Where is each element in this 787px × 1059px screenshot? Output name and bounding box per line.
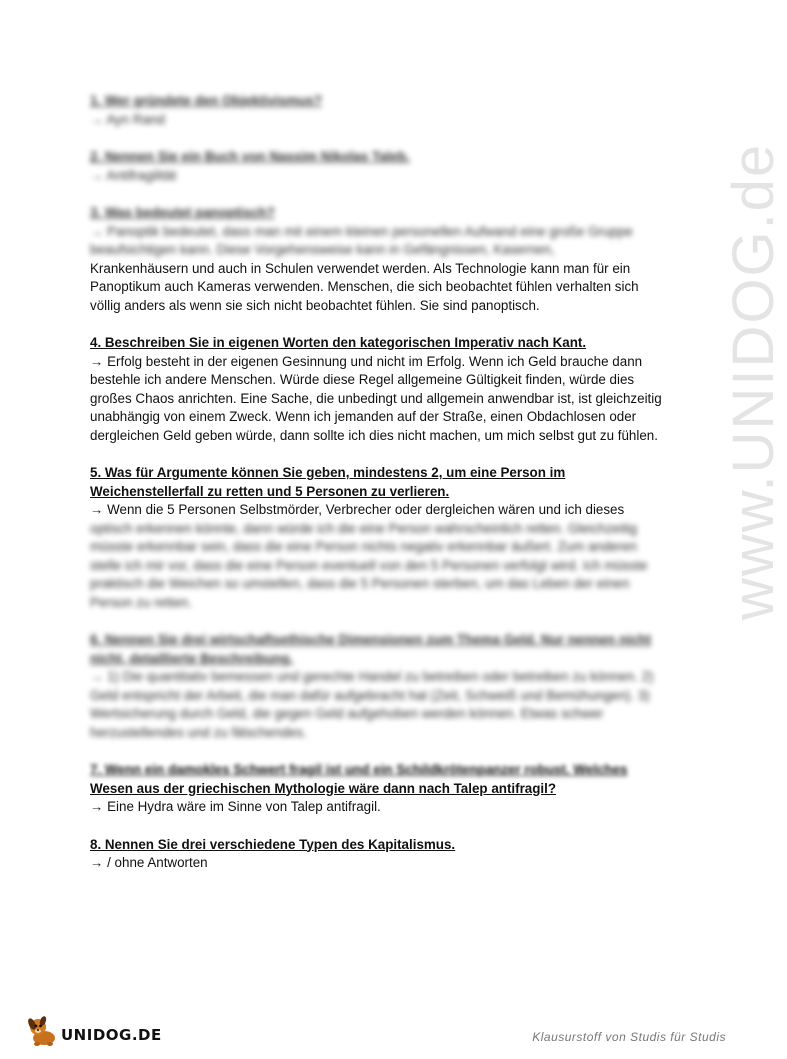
question-title: 8. Nennen Sie drei verschiedene Typen des Kapitalismus. — [90, 836, 456, 852]
question-title: 1. Wer gründete den Objektivismus? — [90, 93, 322, 108]
question-block-7 — [90, 761, 670, 817]
footer-logo — [26, 1012, 162, 1048]
question-title-line-2: Wesen aus der griechischen Mythologie wäre dann nach Talep antifragil? — [90, 780, 557, 796]
question-block-5 — [90, 464, 670, 612]
question-block-2 — [90, 148, 670, 185]
question-title: 3. Was bedeutet panoptisch? — [90, 205, 275, 220]
question-title: 4. Beschreiben Sie in eigenen Worten den kategorischen Imperativ nach Kant. — [90, 335, 587, 350]
answer-text-blurred: → Panoptik bedeutet, dass man mit einem kleinen personellen Aufwand eine große Gruppe beaufsichtigen kann. Diese Vorgehensweise kann in Gefängnissen, Kasernen, — [90, 223, 633, 257]
answer-text: → Ayn Rand — [90, 111, 165, 127]
answer-text: → Erfolg besteht in der eigenen Gesinnung und nicht im Erfolg. Wenn ich Geld brauche dann bestehle ich andere Menschen. Würde diese Regel allgemeine Gültigkeit finden, würde dies großes Chaos anrichten. Eine Sache, die unbedingt und allgemein anwendbar ist, ist gleichzeitig unabhängig von einem Zweck. Wenn ich jemanden auf der Straße, einen Obdachlosen oder dergleichen Geld geben würde, dann sollte ich dies nicht machen, um mich selbst gut zu fühlen. — [90, 353, 662, 443]
question-block-6 — [90, 631, 670, 742]
answer-text: → Eine Hydra wäre im Sinne von Talep antifragil. — [90, 799, 381, 814]
question-block-3 — [90, 204, 670, 315]
question-block-8 — [90, 836, 670, 873]
answer-text-blurred: → 1) Die quantitativ bemessen und gerechte Handel zu betreiben oder betreiben zu können. 2) Geld entspricht der Arbeit, die man dafür aufgebracht hat (Zeit, Schweiß und Bemühungen). 3) Wertsicherung durch Geld, die gegen Geld aufgehoben werden können. Etwas schwer herzustellendes und zu fälschendes. — [90, 669, 654, 740]
answer-text: → Wenn die 5 Personen Selbstmörder, Verbrecher oder dergleichen wären und ich dieses — [90, 502, 625, 517]
dog-mascot-icon — [26, 1014, 60, 1048]
question-title: 2. Nennen Sie ein Buch von Nassim Nikolas Taleb. — [90, 149, 410, 164]
answer-text-blurred: optisch erkennen könnte, dann würde ich die eine Person wahrscheinlich retten. Gleichzeitig müsste erkennbar sein, dass die eine Person nichts negativ erkennbar äußert. Zum anderen stelle ich mir vor, dass die eine Person eventuell von den 5 Personen verfolgt wird. Ich müsste praktisch die Weichen so umstellen, dass die 5 Personen sterben, um das Leben der einen Person zu retten. — [90, 520, 648, 610]
question-title: 5. Was für Argumente können Sie geben, mindestens 2, um eine Person im Weichenstellerfall zu retten und 5 Personen zu verlieren. — [90, 465, 566, 499]
question-block-1 — [90, 92, 670, 129]
footer-tagline: Klausurstoff von Studis für Studis — [532, 1030, 726, 1044]
logo-text: UNIDOG.DE — [61, 1026, 162, 1044]
answer-text: → / ohne Antworten — [90, 855, 208, 870]
question-title-line-1: 7. Wenn ein damokles Schwert fragil ist und ein Schildkrötenpanzer robust. Welches — [90, 762, 628, 777]
answer-text: → Antifragilität — [90, 167, 177, 183]
answer-text: Krankenhäusern und auch in Schulen verwendet werden. Als Technologie kann man für ein Panoptikum auch Kameras verwenden. Menschen, die sich beobachtet fühlen verhalten sich völlig anders als wenn sie sich nicht beobachtet fühlen. Sie sind panoptisch. — [90, 260, 639, 313]
question-block-4 — [90, 334, 670, 445]
watermark: www.UNIDOG.de — [721, 142, 786, 620]
question-title: 6. Nennen Sie drei wirtschaftsethische Dimensionen zum Thema Geld. Nur nennen nicht nicht, detaillierte Beschreibung. — [90, 632, 652, 666]
document-body — [90, 92, 670, 892]
